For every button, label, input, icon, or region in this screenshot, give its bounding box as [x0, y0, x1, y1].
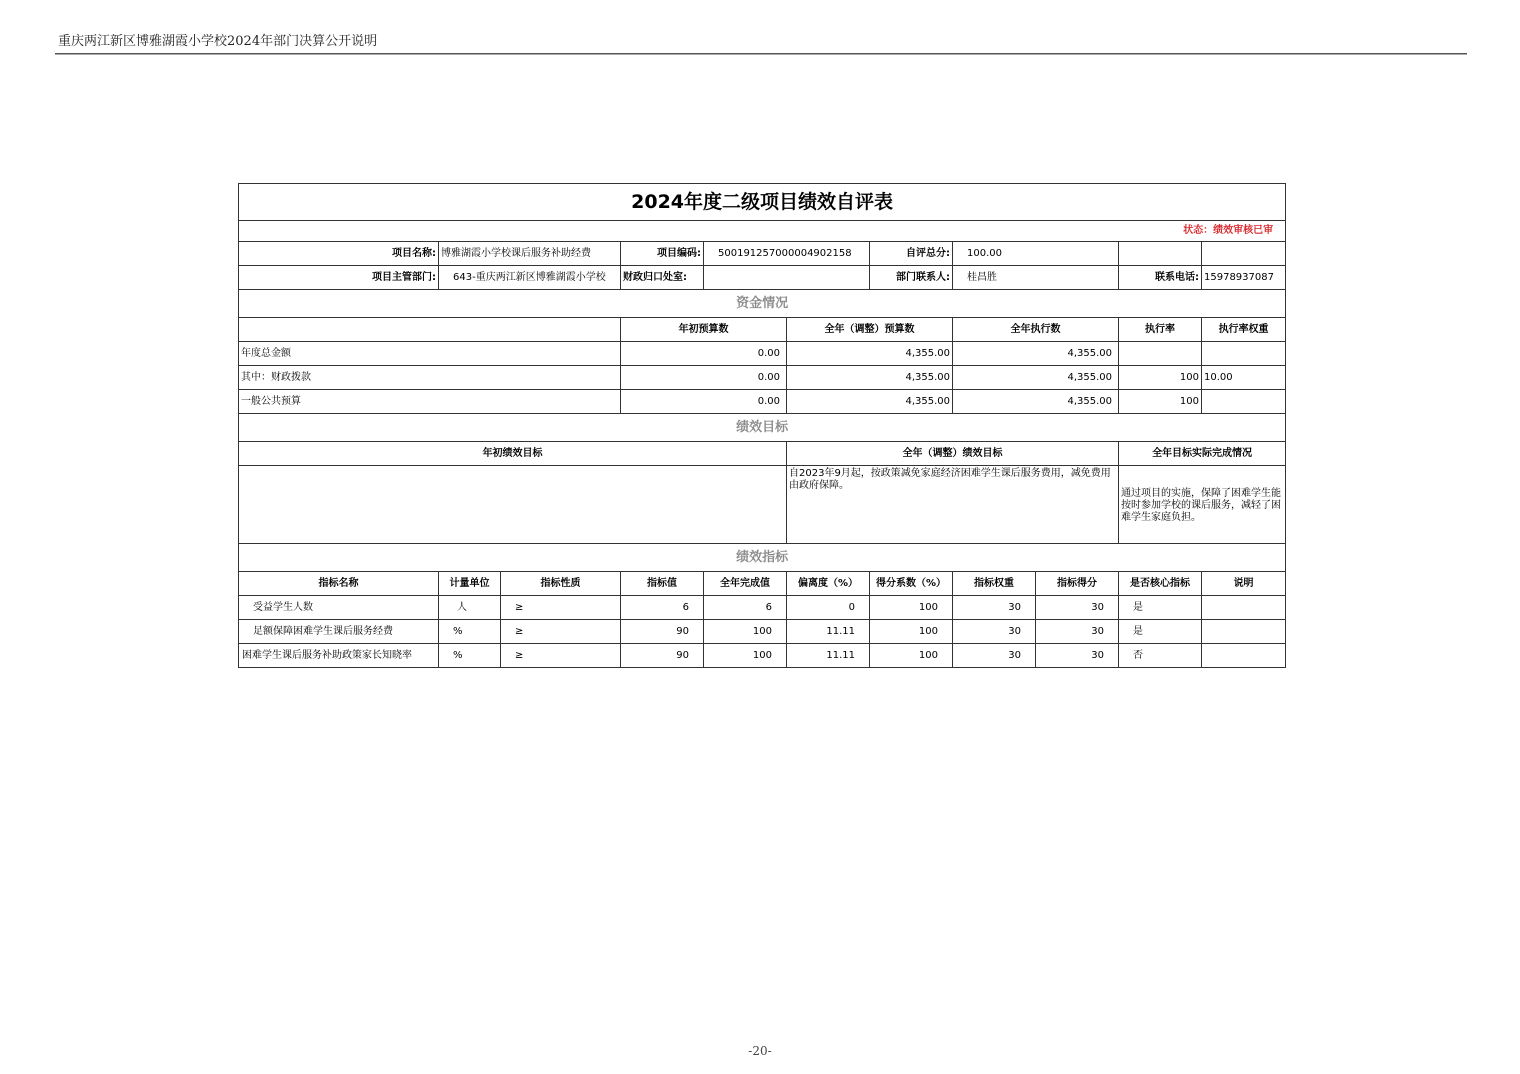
funds-initial: 0.00 [621, 390, 787, 414]
indicator-unit: % [439, 644, 501, 668]
indicator-unit: % [439, 620, 501, 644]
funds-row [239, 342, 1286, 366]
indicator-actual: 100 [704, 620, 787, 644]
empty-cell [1202, 242, 1286, 266]
funds-row [239, 390, 1286, 414]
indicator-name: 困难学生课后服务补助政策家长知晓率 [239, 644, 439, 668]
indicator-score: 30 [1036, 644, 1119, 668]
indicator-note [1202, 620, 1286, 644]
contact-phone-value: 15978937087 [1202, 266, 1286, 290]
indicator-header: 计量单位 [439, 572, 501, 596]
indicator-header: 偏离度（%） [787, 572, 870, 596]
funds-header: 执行率权重 [1202, 318, 1286, 342]
indicator-score: 30 [1036, 620, 1119, 644]
indicator-deviation: 11.11 [787, 644, 870, 668]
indicator-target: 90 [621, 620, 704, 644]
indicator-header: 指标权重 [953, 572, 1036, 596]
funds-weight: 10.00 [1202, 366, 1286, 390]
indicator-weight: 30 [953, 620, 1036, 644]
indicator-weight: 30 [953, 644, 1036, 668]
funds-rate: 100 [1119, 366, 1202, 390]
funds-header: 全年执行数 [953, 318, 1119, 342]
funds-initial: 0.00 [621, 366, 787, 390]
indicator-header: 指标性质 [501, 572, 621, 596]
finance-office-label: 财政归口处室: [621, 266, 704, 290]
page-header: 重庆两江新区博雅湖霞小学校2024年部门决算公开说明 [58, 34, 378, 49]
empty-cell [1119, 242, 1202, 266]
funds-section-title: 资金情况 [239, 290, 1286, 318]
project-name-value: 博雅湖霞小学校课后服务补助经费 [439, 242, 621, 266]
funds-executed: 4,355.00 [953, 366, 1119, 390]
page-number: -20- [748, 1044, 772, 1058]
indicator-header: 全年完成值 [704, 572, 787, 596]
goals-header-initial: 年初绩效目标 [239, 442, 787, 466]
indicator-header: 是否核心指标 [1119, 572, 1202, 596]
supervisor-dept-label: 项目主管部门: [239, 266, 439, 290]
indicator-actual: 6 [704, 596, 787, 620]
indicator-header: 指标名称 [239, 572, 439, 596]
indicator-name: 受益学生人数 [239, 596, 439, 620]
indicators-section-title: 绩效指标 [239, 544, 1286, 572]
indicator-deviation: 11.11 [787, 620, 870, 644]
funds-row-label: 一般公共预算 [239, 390, 621, 414]
funds-row [239, 366, 1286, 390]
project-code-value: 500191257000004902158 [704, 242, 870, 266]
indicator-row [239, 596, 1286, 620]
indicator-weight: 30 [953, 596, 1036, 620]
indicator-core: 否 [1119, 644, 1202, 668]
indicator-target: 90 [621, 644, 704, 668]
performance-evaluation-table [238, 183, 1286, 668]
goals-header-row [239, 442, 1286, 466]
header-rule [55, 53, 1467, 54]
indicator-name: 足额保障困难学生课后服务经费 [239, 620, 439, 644]
dept-contact-label: 部门联系人: [870, 266, 953, 290]
indicator-score: 30 [1036, 596, 1119, 620]
funds-header: 执行率 [1119, 318, 1202, 342]
goals-header-adjusted: 全年（调整）绩效目标 [787, 442, 1119, 466]
indicator-unit: 人 [439, 596, 501, 620]
goals-section-title: 绩效目标 [239, 414, 1286, 442]
indicator-header: 指标值 [621, 572, 704, 596]
funds-adjusted: 4,355.00 [787, 390, 953, 414]
funds-rate [1119, 342, 1202, 366]
contact-phone-label: 联系电话: [1119, 266, 1202, 290]
project-name-label: 项目名称: [239, 242, 439, 266]
indicator-header: 得分系数（%） [870, 572, 953, 596]
indicator-coefficient: 100 [870, 596, 953, 620]
indicator-header: 说明 [1202, 572, 1286, 596]
indicator-nature: ≥ [501, 596, 621, 620]
goal-adjusted-text: 自2023年9月起，按政策减免家庭经济困难学生课后服务费用，减免费用由政府保障。 [787, 466, 1119, 544]
empty-cell [239, 318, 621, 342]
indicator-row [239, 644, 1286, 668]
indicator-nature: ≥ [501, 644, 621, 668]
project-code-label: 项目编码: [621, 242, 704, 266]
goals-header-actual: 全年目标实际完成情况 [1119, 442, 1286, 466]
indicator-nature: ≥ [501, 620, 621, 644]
indicator-coefficient: 100 [870, 620, 953, 644]
funds-weight [1202, 342, 1286, 366]
indicator-target: 6 [621, 596, 704, 620]
funds-executed: 4,355.00 [953, 390, 1119, 414]
indicator-core: 是 [1119, 596, 1202, 620]
info-row-2 [239, 266, 1286, 290]
indicator-note [1202, 596, 1286, 620]
funds-header: 年初预算数 [621, 318, 787, 342]
goal-initial-text [239, 466, 787, 544]
finance-office-value [704, 266, 870, 290]
funds-header-row [239, 318, 1286, 342]
funds-executed: 4,355.00 [953, 342, 1119, 366]
indicator-deviation: 0 [787, 596, 870, 620]
funds-initial: 0.00 [621, 342, 787, 366]
goals-content-row [239, 466, 1286, 544]
goal-actual-text: 通过项目的实施，保障了困难学生能按时参加学校的课后服务，减轻了困难学生家庭负担。 [1119, 466, 1286, 544]
total-score-label: 自评总分: [870, 242, 953, 266]
dept-contact-value: 桂昌胜 [953, 266, 1119, 290]
funds-header: 全年（调整）预算数 [787, 318, 953, 342]
indicator-header: 指标得分 [1036, 572, 1119, 596]
indicator-row [239, 620, 1286, 644]
indicator-core: 是 [1119, 620, 1202, 644]
funds-weight [1202, 390, 1286, 414]
funds-rate: 100 [1119, 390, 1202, 414]
funds-row-label: 其中：财政拨款 [239, 366, 621, 390]
funds-row-label: 年度总金额 [239, 342, 621, 366]
supervisor-dept-value: 643-重庆两江新区博雅湖霞小学校 [439, 266, 621, 290]
funds-adjusted: 4,355.00 [787, 366, 953, 390]
indicators-header-row [239, 572, 1286, 596]
info-row-1 [239, 242, 1286, 266]
indicator-coefficient: 100 [870, 644, 953, 668]
indicator-note [1202, 644, 1286, 668]
form-title: 2024年度二级项目绩效自评表 [239, 184, 1286, 221]
indicator-actual: 100 [704, 644, 787, 668]
total-score-value: 100.00 [953, 242, 1119, 266]
funds-adjusted: 4,355.00 [787, 342, 953, 366]
status-text: 状态：绩效审核已审 [239, 221, 1286, 242]
